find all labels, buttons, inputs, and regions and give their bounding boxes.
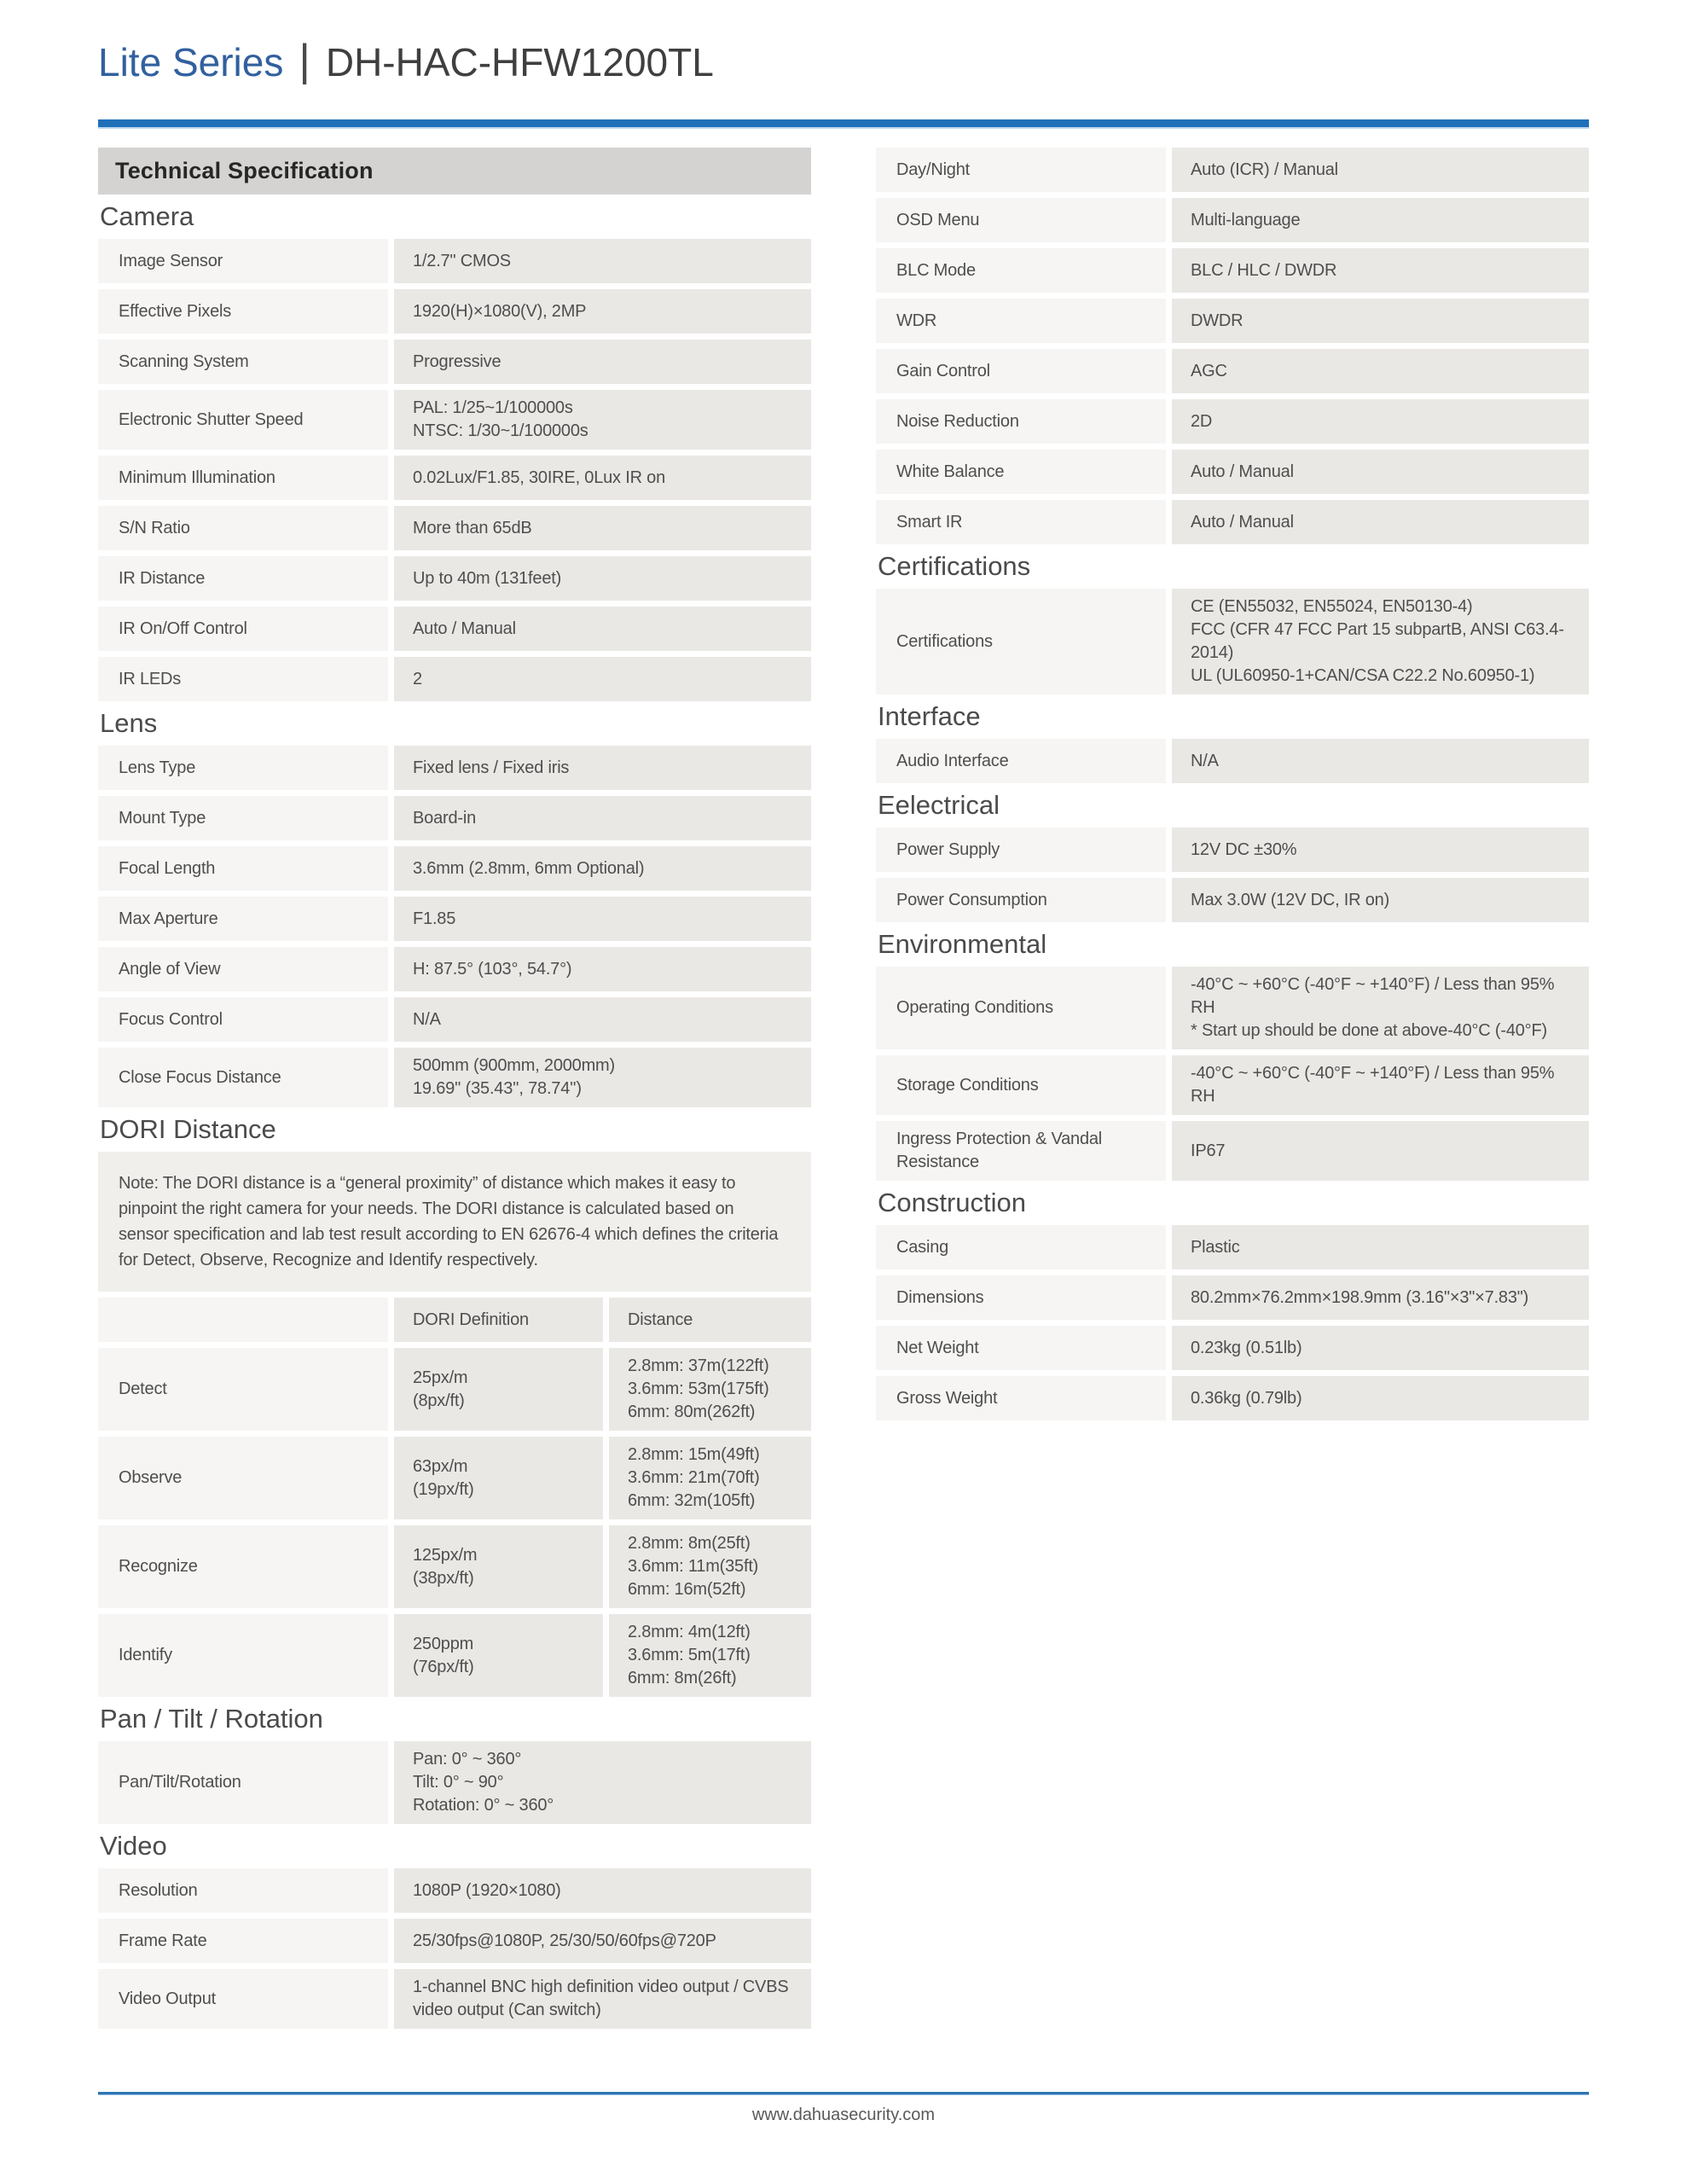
row-value	[1172, 399, 1589, 444]
value-line: 25px/m	[413, 1368, 468, 1387]
value-line: Rotation: 0° ~ 360°	[413, 1796, 554, 1815]
section-title-interface: Interface	[878, 701, 981, 731]
row-value	[394, 1969, 811, 2029]
dori-header-distance: Distance	[609, 1298, 811, 1342]
value-line: 3.6mm: 53m(175ft)	[628, 1380, 769, 1398]
value-line: (19px/ft)	[413, 1479, 474, 1499]
dori-distance	[609, 1348, 811, 1431]
row-value	[394, 1868, 811, 1913]
spec-row	[98, 997, 811, 1042]
footer	[98, 2092, 1589, 2125]
spec-row	[98, 390, 811, 450]
value-line: Auto / Manual	[1191, 512, 1294, 531]
row-label: Day/Night	[876, 148, 1166, 192]
section-title-eelectrical: Eelectrical	[878, 790, 1000, 820]
row-value	[1172, 148, 1589, 192]
dori-row	[98, 1348, 811, 1431]
value-line: 2.8mm: 4m(12ft)	[628, 1623, 751, 1641]
spec-row	[98, 340, 811, 384]
value-line: 80.2mm×76.2mm×198.9mm (3.16"×3"×7.83")	[1191, 1287, 1529, 1307]
spec-row	[876, 1376, 1589, 1420]
model-title: DH-HAC-HFW1200TL	[325, 40, 714, 84]
spec-row	[876, 878, 1589, 922]
row-value	[1172, 967, 1589, 1049]
value-line: 3.6mm: 11m(35ft)	[628, 1557, 759, 1576]
value-line: 0.36kg (0.79lb)	[1191, 1388, 1302, 1408]
row-label: Power Supply	[876, 828, 1166, 872]
row-value	[1172, 349, 1589, 393]
row-label: BLC Mode	[876, 248, 1166, 293]
value-line: DWDR	[1191, 311, 1244, 330]
dori-definition	[394, 1614, 603, 1697]
value-line: 2.8mm: 15m(49ft)	[628, 1445, 760, 1464]
value-line: Board-in	[413, 808, 476, 828]
spec-row	[98, 1741, 811, 1824]
spec-row	[98, 1868, 811, 1913]
row-label: IR Distance	[98, 556, 388, 601]
spec-row	[876, 1121, 1589, 1181]
dori-row-label: Recognize	[98, 1525, 388, 1608]
row-value	[394, 997, 811, 1042]
spec-row	[98, 1969, 811, 2029]
row-label: White Balance	[876, 450, 1166, 494]
value-line: 500mm (900mm, 2000mm)	[413, 1056, 615, 1075]
dori-definition	[394, 1437, 603, 1519]
dori-row-label: Observe	[98, 1437, 388, 1519]
dori-header-row	[98, 1298, 811, 1342]
row-label: Mount Type	[98, 796, 388, 840]
row-value	[394, 390, 811, 450]
spec-row	[98, 846, 811, 891]
value-line: 125px/m	[413, 1545, 478, 1565]
row-label: Casing	[876, 1225, 1166, 1269]
value-line: N/A	[1191, 751, 1219, 770]
value-line: Pan: 0° ~ 360°	[413, 1750, 522, 1769]
row-label: Audio Interface	[876, 739, 1166, 783]
value-line: PAL: 1/25~1/100000s	[413, 398, 573, 417]
section-title-dori-distance: DORI Distance	[100, 1114, 276, 1144]
header-rule	[98, 119, 1589, 129]
section-title-lens: Lens	[100, 708, 158, 738]
value-line: 19.69'' (35.43'', 78.74'')	[413, 1079, 582, 1098]
spec-row	[98, 897, 811, 941]
row-value	[394, 607, 811, 651]
value-line: 1080P (1920×1080)	[413, 1880, 561, 1900]
value-line: 63px/m	[413, 1456, 468, 1476]
row-label: Resolution	[98, 1868, 388, 1913]
row-value	[1172, 198, 1589, 242]
value-line: -40°C ~ +60°C (-40°F ~ +140°F) / Less than 95% RH	[1191, 1064, 1555, 1106]
technical-specification-banner: Technical Specification	[98, 148, 811, 195]
right-column	[876, 148, 1589, 2035]
row-value	[1172, 1225, 1589, 1269]
page-title	[98, 36, 1589, 89]
spec-row	[876, 248, 1589, 293]
value-line: AGC	[1191, 361, 1227, 380]
row-value	[1172, 589, 1589, 694]
row-value	[394, 746, 811, 790]
row-label: Certifications	[876, 589, 1166, 694]
value-line: FCC (CFR 47 FCC Part 15 subpartB, ANSI C63.4-2014)	[1191, 620, 1564, 662]
row-value	[394, 506, 811, 550]
row-label: Electronic Shutter Speed	[98, 390, 388, 450]
spec-row	[876, 967, 1589, 1049]
row-label: Angle of View	[98, 947, 388, 991]
footer-url: www.dahuasecurity.com	[751, 2106, 936, 2124]
value-line: 1920(H)×1080(V), 2MP	[413, 301, 587, 321]
spec-row	[876, 299, 1589, 343]
value-line: H: 87.5° (103°, 54.7°)	[413, 959, 572, 979]
spec-row	[98, 1919, 811, 1963]
spec-row	[876, 589, 1589, 694]
value-line: 2	[413, 669, 422, 688]
value-line: 1-channel BNC high definition video output / CVBS video output (Can switch)	[413, 1978, 789, 2019]
row-label: S/N Ratio	[98, 506, 388, 550]
value-line: Auto / Manual	[1191, 462, 1294, 481]
row-label: Gain Control	[876, 349, 1166, 393]
value-line: Tilt: 0° ~ 90°	[413, 1773, 504, 1792]
spec-row	[876, 1225, 1589, 1269]
value-line: 3.6mm (2.8mm, 6mm Optional)	[413, 858, 645, 878]
spec-row	[876, 198, 1589, 242]
value-line: Auto (ICR) / Manual	[1191, 160, 1338, 179]
dori-row-label: Detect	[98, 1348, 388, 1431]
dori-note: Note: The DORI distance is a “general proximity” of distance which makes it easy to pinpoint the right camera for your needs. The DORI distance is calculated based on sensor specification and lab test result according to EN 62676-4 which defines the criteria for Detect, Observe, Recognize and Identify respectively.	[98, 1152, 811, 1292]
row-value	[394, 1741, 811, 1824]
section-title-video: Video	[100, 1831, 167, 1861]
left-column	[98, 148, 811, 2035]
row-label: Storage Conditions	[876, 1055, 1166, 1115]
row-label: Power Consumption	[876, 878, 1166, 922]
row-value	[394, 796, 811, 840]
row-label: Frame Rate	[98, 1919, 388, 1963]
spec-row	[876, 500, 1589, 544]
dori-definition	[394, 1348, 603, 1431]
row-value	[394, 1919, 811, 1963]
value-line: * Start up should be done at above-40°C (-40°F)	[1191, 1021, 1547, 1040]
row-label: Ingress Protection & Vandal Resistance	[876, 1121, 1166, 1181]
row-label: WDR	[876, 299, 1166, 343]
section-title-certifications: Certifications	[878, 551, 1031, 581]
dori-row	[98, 1525, 811, 1608]
value-line: 0.23kg (0.51lb)	[1191, 1338, 1302, 1357]
value-line: (8px/ft)	[413, 1391, 465, 1410]
value-line: Up to 40m (131feet)	[413, 568, 562, 588]
spec-row	[876, 450, 1589, 494]
value-line: 3.6mm: 21m(70ft)	[628, 1468, 760, 1487]
value-line: -40°C ~ +60°C (-40°F ~ +140°F) / Less than 95% RH	[1191, 975, 1555, 1017]
row-label: Smart IR	[876, 500, 1166, 544]
footer-rule	[98, 2092, 1589, 2095]
dori-definition	[394, 1525, 603, 1608]
value-line: 1/2.7" CMOS	[413, 251, 511, 270]
dori-row	[98, 1437, 811, 1519]
row-label: OSD Menu	[876, 198, 1166, 242]
row-value	[394, 897, 811, 941]
dori-row	[98, 1614, 811, 1697]
value-line: 2.8mm: 8m(25ft)	[628, 1534, 751, 1553]
row-label: Close Focus Distance	[98, 1048, 388, 1107]
spec-row	[98, 239, 811, 283]
dori-distance	[609, 1437, 811, 1519]
spec-row	[876, 399, 1589, 444]
row-label: Max Aperture	[98, 897, 388, 941]
value-line: CE (EN55032, EN55024, EN50130-4)	[1191, 597, 1473, 616]
row-value	[1172, 1275, 1589, 1320]
spec-row	[876, 739, 1589, 783]
spec-row	[876, 349, 1589, 393]
value-line: Plastic	[1191, 1237, 1240, 1257]
dori-header-blank	[98, 1298, 388, 1342]
row-value	[394, 556, 811, 601]
row-label: Image Sensor	[98, 239, 388, 283]
value-line: BLC / HLC / DWDR	[1191, 260, 1337, 280]
row-label: Effective Pixels	[98, 289, 388, 334]
row-label: Pan/Tilt/Rotation	[98, 1741, 388, 1824]
row-label: Dimensions	[876, 1275, 1166, 1320]
row-label: Focal Length	[98, 846, 388, 891]
value-line: UL (UL60950-1+CAN/CSA C22.2 No.60950-1)	[1191, 666, 1535, 685]
section-title-pan-tilt-rotation: Pan / Tilt / Rotation	[100, 1704, 323, 1734]
value-line: 2.8mm: 37m(122ft)	[628, 1356, 769, 1375]
row-label: Video Output	[98, 1969, 388, 2029]
spec-row	[876, 1326, 1589, 1370]
value-line: 6mm: 16m(52ft)	[628, 1580, 746, 1599]
spec-row	[98, 289, 811, 334]
row-value	[394, 289, 811, 334]
spec-row	[98, 796, 811, 840]
row-label: IR On/Off Control	[98, 607, 388, 651]
row-value	[1172, 1376, 1589, 1420]
row-value	[1172, 500, 1589, 544]
row-value	[394, 947, 811, 991]
row-label: Minimum Illumination	[98, 456, 388, 500]
value-line: 2D	[1191, 411, 1213, 431]
row-label: IR LEDs	[98, 657, 388, 701]
series-title: Lite Series	[98, 40, 284, 84]
spec-row	[98, 746, 811, 790]
row-value	[1172, 739, 1589, 783]
row-value	[394, 1048, 811, 1107]
value-line: 25/30fps@1080P, 25/30/50/60fps@720P	[413, 1931, 716, 1950]
value-line: 6mm: 80m(262ft)	[628, 1403, 756, 1421]
value-line: F1.85	[413, 909, 456, 928]
value-line: 12V DC ±30%	[1191, 839, 1297, 859]
value-line: 250ppm	[413, 1634, 474, 1653]
section-title-construction: Construction	[878, 1188, 1027, 1217]
value-line: Multi-language	[1191, 210, 1301, 229]
spec-row	[98, 556, 811, 601]
row-label: Lens Type	[98, 746, 388, 790]
value-line: 3.6mm: 5m(17ft)	[628, 1646, 751, 1664]
row-value	[1172, 828, 1589, 872]
title-divider: |	[299, 36, 310, 85]
row-label: Focus Control	[98, 997, 388, 1042]
dori-header-definition: DORI Definition	[394, 1298, 603, 1342]
row-label: Scanning System	[98, 340, 388, 384]
section-title-camera: Camera	[100, 201, 194, 231]
row-value	[394, 239, 811, 283]
spec-row	[98, 456, 811, 500]
dori-distance	[609, 1614, 811, 1697]
row-value	[1172, 299, 1589, 343]
row-value	[1172, 1121, 1589, 1181]
spec-row	[98, 657, 811, 701]
value-line: Auto / Manual	[413, 619, 516, 638]
row-value	[1172, 248, 1589, 293]
row-label: Net Weight	[876, 1326, 1166, 1370]
spec-row	[98, 506, 811, 550]
value-line: Fixed lens / Fixed iris	[413, 758, 570, 777]
value-line: NTSC: 1/30~1/100000s	[413, 421, 588, 440]
value-line: N/A	[413, 1009, 441, 1029]
value-line: 0.02Lux/F1.85, 30IRE, 0Lux IR on	[413, 468, 666, 487]
row-value	[394, 456, 811, 500]
spec-row	[876, 1275, 1589, 1320]
value-line: Max 3.0W (12V DC, IR on)	[1191, 890, 1390, 909]
row-value	[1172, 1326, 1589, 1370]
row-value	[1172, 450, 1589, 494]
value-line: More than 65dB	[413, 518, 532, 537]
row-label: Noise Reduction	[876, 399, 1166, 444]
row-label: Operating Conditions	[876, 967, 1166, 1049]
value-line: IP67	[1191, 1141, 1226, 1160]
spec-row	[876, 148, 1589, 192]
row-value	[394, 657, 811, 701]
dori-distance	[609, 1525, 811, 1608]
spec-row	[98, 1048, 811, 1107]
row-value	[394, 846, 811, 891]
spec-row	[98, 607, 811, 651]
spec-row	[876, 828, 1589, 872]
value-line: (38px/ft)	[413, 1568, 474, 1588]
row-value	[1172, 1055, 1589, 1115]
spec-row	[98, 947, 811, 991]
value-line: (76px/ft)	[413, 1657, 474, 1676]
value-line: 6mm: 32m(105ft)	[628, 1491, 756, 1510]
value-line: 6mm: 8m(26ft)	[628, 1669, 737, 1687]
row-value	[394, 340, 811, 384]
section-title-environmental: Environmental	[878, 929, 1047, 959]
spec-columns	[98, 148, 1589, 2035]
dori-row-label: Identify	[98, 1614, 388, 1697]
spec-row	[876, 1055, 1589, 1115]
row-label: Gross Weight	[876, 1376, 1166, 1420]
value-line: Progressive	[413, 351, 501, 371]
row-value	[1172, 878, 1589, 922]
